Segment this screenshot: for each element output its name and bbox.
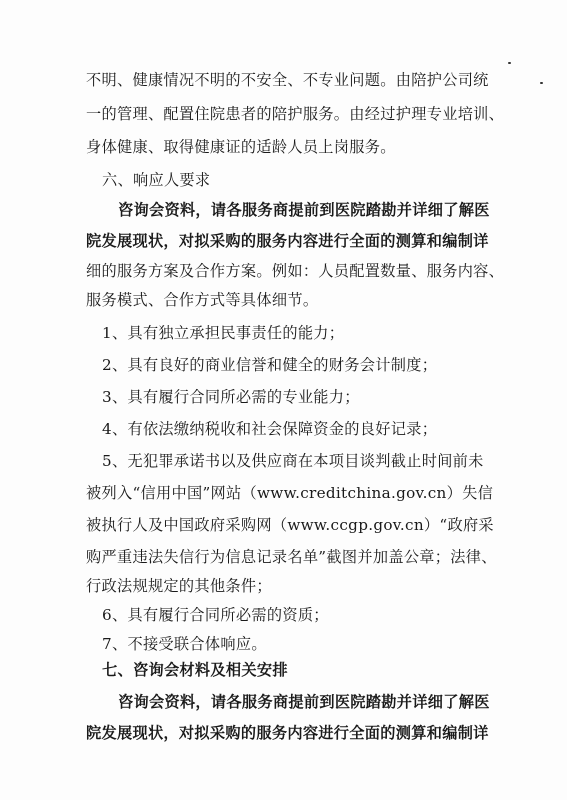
body-text-line: 一的管理、配置住院患者的陪护服务。由经过护理专业培训、 [86, 105, 505, 123]
requirement-item: 1、具有独立承担民事责任的能力； [102, 324, 345, 342]
section-heading: 六、响应人要求 [102, 171, 211, 189]
body-text-line: 院发展现状，对拟采购的服务内容进行全面的测算和编制详 [86, 724, 489, 742]
requirement-item: 3、具有履行合同所必需的专业能力； [102, 388, 360, 406]
scan-speck [508, 62, 511, 64]
requirement-item-continued: 被列入“信用中国”网站（www.creditchina.gov.cn）失信 [86, 484, 494, 502]
requirement-item: 2、具有良好的商业信誉和健全的财务会计制度； [102, 356, 438, 374]
requirement-item-continued: 购严重违法失信行为信息记录名单”截图并加盖公章；法律、 [86, 548, 497, 566]
requirement-item-continued: 行政法规规定的其他条件； [86, 577, 272, 595]
requirement-item-continued: 被执行人及中国政府采购网（www.ccgp.gov.cn）“政府采 [86, 516, 494, 534]
body-text-line: 咨询会资料，请各服务商提前到医院踏勘并详细了解医 [118, 693, 490, 711]
body-text-line: 细的服务方案及合作方案。例如：人员配置数量、服务内容、 [86, 262, 505, 280]
body-text-line: 咨询会资料，请各服务商提前到医院踏勘并详细了解医 [118, 201, 490, 219]
section-heading: 七、咨询会材料及相关安排 [102, 661, 288, 679]
body-text-line: 身体健康、取得健康证的适龄人员上岗服务。 [86, 138, 396, 156]
requirement-item: 5、无犯罪承诺书以及供应商在本项目谈判截止时间前未 [102, 452, 484, 470]
body-text-line: 服务模式、合作方式等具体细节。 [86, 291, 319, 309]
body-text-line: 不明、健康情况不明的不安全、不专业问题。由陪护公司统 [86, 71, 489, 89]
scan-speck [540, 82, 543, 84]
requirement-item: 4、有依法缴纳税收和社会保障资金的良好记录； [102, 420, 438, 438]
requirement-item: 6、具有履行合同所必需的资质； [102, 606, 329, 624]
body-text-line: 院发展现状，对拟采购的服务内容进行全面的测算和编制详 [86, 232, 489, 250]
requirement-item: 7、不接受联合体响应。 [102, 635, 267, 653]
